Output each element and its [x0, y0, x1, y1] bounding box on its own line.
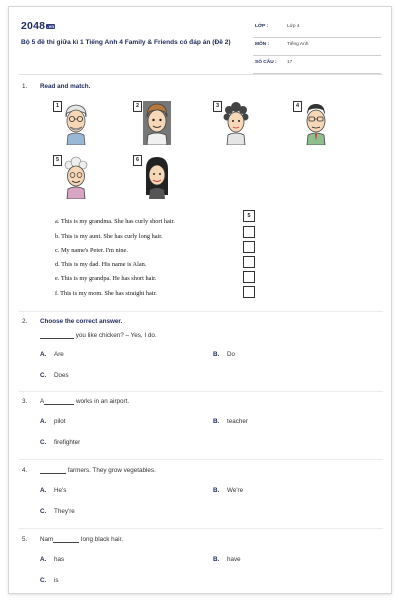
meta-value: Lớp 4	[287, 24, 300, 29]
stem-text: Nam	[40, 536, 54, 543]
option-letter: C.	[40, 577, 47, 584]
answer-blank	[44, 404, 74, 405]
option-letter: C.	[40, 439, 47, 446]
answer-box-e[interactable]	[243, 271, 255, 283]
option-letter: C.	[40, 372, 47, 379]
meta-row-count	[253, 57, 381, 74]
answer-box-f[interactable]	[243, 286, 255, 298]
mom-icon	[143, 155, 171, 199]
option-letter: A.	[40, 556, 47, 563]
option-text: Do	[227, 351, 236, 358]
option-text: teacher	[227, 418, 249, 425]
question-number: 1.	[22, 83, 28, 90]
answer-blank	[40, 338, 74, 339]
site-logo[interactable]	[21, 20, 55, 32]
picture-label: 2	[133, 101, 142, 112]
picture-5	[53, 155, 91, 199]
option-letter: C.	[40, 508, 47, 515]
option-letter: B.	[213, 556, 220, 563]
question-number: 2.	[22, 318, 28, 325]
picture-3	[213, 101, 251, 145]
answer-blank	[40, 473, 66, 474]
meta-key: MÔN :	[255, 42, 270, 47]
picture-6	[133, 155, 171, 199]
option-text: is	[54, 577, 59, 584]
boy-icon	[143, 101, 171, 145]
meta-row-class	[253, 21, 381, 38]
stem-text: works in an airport.	[74, 398, 130, 405]
option-text: They're	[54, 508, 75, 515]
meta-key: LỚP :	[255, 24, 269, 29]
logo-text: 2048	[21, 20, 46, 32]
meta-value: Tiếng Anh	[287, 42, 309, 47]
question-title: Read and match.	[40, 83, 91, 90]
header-divider	[19, 74, 383, 75]
picture-1	[53, 101, 91, 145]
question-number: 4.	[22, 467, 28, 474]
option-a[interactable]	[40, 556, 64, 563]
question-divider	[19, 528, 383, 529]
option-letter: A.	[40, 487, 47, 494]
option-text: He's	[54, 487, 67, 494]
answer-box-b[interactable]	[243, 226, 255, 238]
option-b[interactable]	[213, 556, 241, 563]
picture-label: 1	[53, 101, 62, 112]
option-a[interactable]	[40, 487, 66, 494]
option-text: Are	[54, 351, 64, 358]
question-stem	[40, 332, 157, 339]
option-text: Does	[54, 372, 69, 379]
stem-text: you like chicken? – Yes, I do.	[74, 332, 157, 339]
document-meta	[253, 21, 381, 75]
dad-icon	[303, 101, 329, 145]
picture-label: 4	[293, 101, 302, 112]
option-text: have	[227, 556, 241, 563]
question-divider	[19, 391, 383, 392]
meta-key: SỐ CÂU :	[255, 60, 277, 65]
answer-box-c[interactable]	[243, 241, 255, 253]
match-sentence-d: d. This is my dad. His name is Alan.	[55, 261, 147, 268]
picture-2	[133, 101, 171, 145]
option-text: pilot	[54, 418, 66, 425]
option-b[interactable]	[213, 351, 235, 358]
option-c[interactable]	[40, 508, 75, 515]
stem-text: farmers. They grow vegetables.	[66, 467, 156, 474]
question-divider	[19, 311, 383, 312]
option-b[interactable]	[213, 418, 248, 425]
answer-blank	[53, 542, 79, 543]
option-text: has	[54, 556, 65, 563]
match-sentence-b: b. This is my aunt. She has curly long hair.	[55, 233, 163, 240]
picture-4	[293, 101, 331, 145]
option-text: firefighter	[54, 439, 81, 446]
option-c[interactable]	[40, 372, 69, 379]
question-divider	[19, 459, 383, 460]
option-c[interactable]	[40, 439, 80, 446]
option-letter: B.	[213, 418, 220, 425]
meta-value: 17	[287, 60, 293, 65]
option-letter: A.	[40, 418, 47, 425]
logo-suffix: .vn	[47, 23, 55, 29]
aunt-curly-icon	[223, 101, 249, 145]
question-title: Choose the correct answer.	[40, 318, 123, 325]
question-number: 5.	[22, 536, 28, 543]
option-letter: B.	[213, 351, 220, 358]
option-letter: A.	[40, 351, 47, 358]
document-title: Bộ 5 đề thi giữa kì 1 Tiếng Anh 4 Family & Friends có đáp án (Đề 2)	[21, 39, 231, 46]
option-b[interactable]	[213, 487, 243, 494]
picture-label: 6	[133, 155, 142, 166]
answer-box-d[interactable]	[243, 256, 255, 268]
question-stem	[40, 467, 156, 474]
option-a[interactable]	[40, 418, 66, 425]
picture-label: 5	[53, 155, 62, 166]
match-sentence-e: e. This is my grandpa. He has short hair.	[55, 275, 157, 282]
match-sentence-a: a. This is my grandma. She has curly short hair.	[55, 218, 175, 225]
answer-box-a[interactable]: 5	[243, 210, 255, 222]
option-c[interactable]	[40, 577, 59, 584]
question-number: 3.	[22, 398, 28, 405]
grandpa-icon	[63, 101, 89, 145]
stem-text: A	[40, 398, 45, 405]
document-header	[9, 7, 393, 73]
stem-text: long black hair.	[79, 536, 124, 543]
question-stem	[40, 398, 129, 405]
picture-label: 3	[213, 101, 222, 112]
match-sentence-c: c. My name's Peter. I'm nine.	[55, 247, 128, 254]
match-sentence-f: f. This is my mom. She has straight hair.	[55, 290, 157, 297]
question-stem	[40, 536, 123, 543]
option-text: We're	[227, 487, 244, 494]
option-letter: B.	[213, 487, 220, 494]
option-a[interactable]	[40, 351, 64, 358]
document-page	[8, 6, 392, 594]
meta-row-subject	[253, 39, 381, 56]
grandma-icon	[63, 155, 89, 199]
